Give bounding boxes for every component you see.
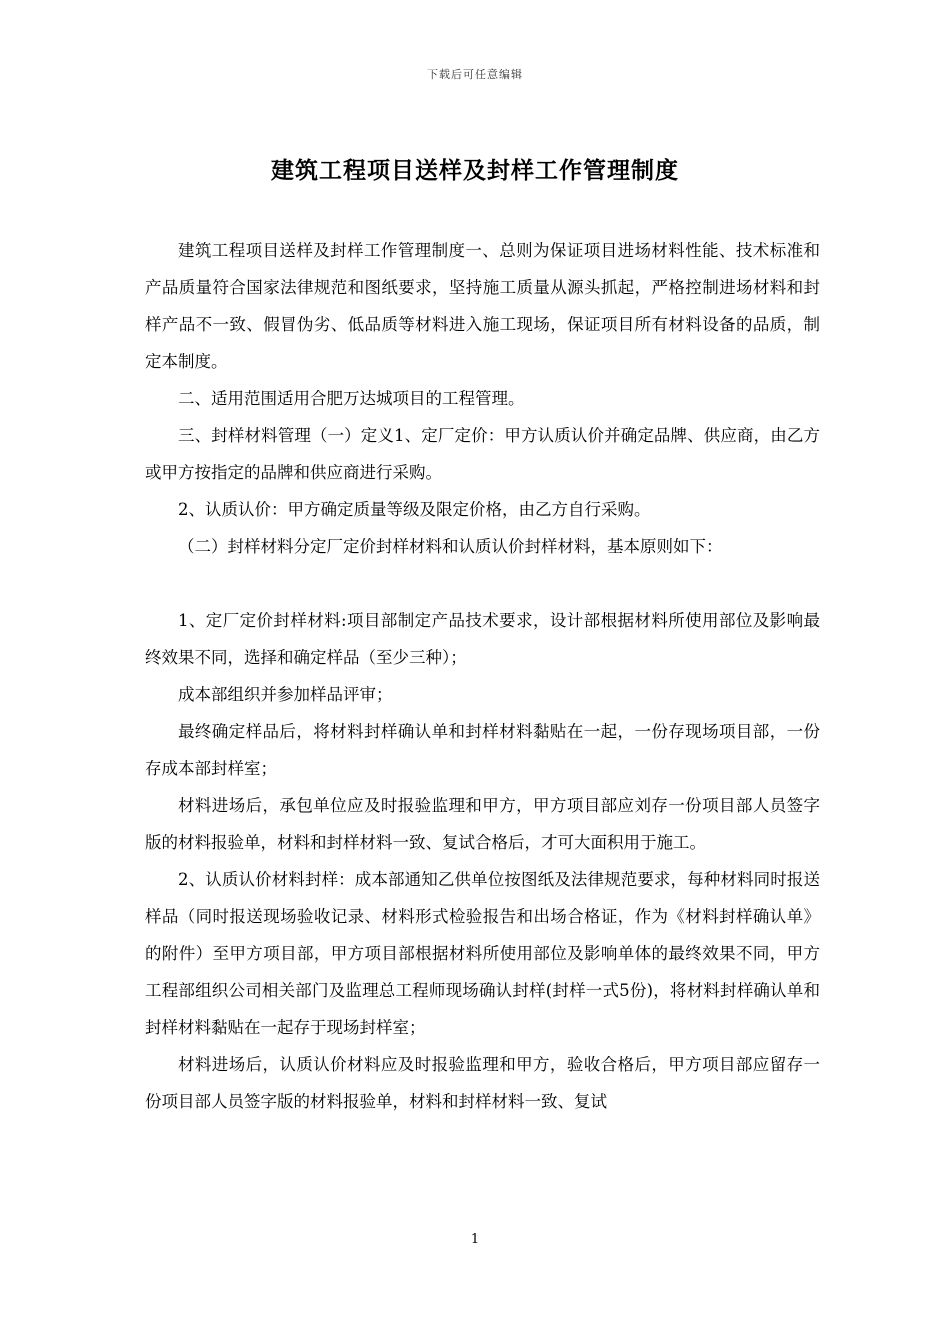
paragraph-quality-price-sealing: 2、认质认价材料封样：成本部通知乙供单位按图纸及法律规范要求，每种材料同时报送样品（同时报送现场验收记录、材料形式检验报告和出场合格证，作为《材料封样确认单》的附件）至甲方项目部，甲方项目部根据材料所使用部位及影响单体的最终效果不同，甲方工程部组织公司相关部门及监理总工程师现场确认封样(封样一式5份)，将材料封样确认单和封样材料黏贴在一起存于现场封样室； <box>145 870 820 1037</box>
paragraph-material-entry-inspection: 材料进场后，认质认价材料应及时报验监理和甲方，验收合格后，甲方项目部应留存一份项目部人员签字版的材料报验单，材料和封样材料一致、复试 <box>145 1055 820 1111</box>
page-number: 1 <box>470 1232 480 1247</box>
paragraph-general: 建筑工程项目送样及封样工作管理制度一、总则为保证项目进场材料性能、技术标准和产品质量符合国家法律规范和图纸要求，坚持施工质量从源头抓起，严格控制进场材料和封样产品不一致、假冒伪劣、低品质等材料进入施工现场，保证项目所有材料设备的品质，制定本制度。 <box>145 241 820 371</box>
paragraph-cost-dept-review: 成本部组织并参加样品评审； <box>178 685 393 704</box>
paragraph-sealed-sample-definition: 三、封样材料管理（一）定义1、定厂定价：甲方认质认价并确定品牌、供应商，由乙方或甲方按指定的品牌和供应商进行采购。 <box>145 426 820 482</box>
paragraph-scope: 二、适用范围适用合肥万达城项目的工程管理。 <box>178 389 525 408</box>
paragraph-quality-price: 2、认质认价：甲方确定质量等级及限定价格，由乙方自行采购。 <box>178 500 651 519</box>
paragraph-sample-confirmation: 最终确定样品后，将材料封样确认单和封样材料黏贴在一起，一份存现场项目部，一份存成本部封样室； <box>145 722 820 778</box>
paragraph-material-entry: 材料进场后，承包单位应及时报验监理和甲方，甲方项目部应刘存一份项目部人员签字版的材料报验单，材料和封样材料一致、复试合格后，才可大面积用于施工。 <box>145 796 820 852</box>
header-note: 下载后可任意编辑 <box>427 68 523 81</box>
document-title: 建筑工程项目送样及封样工作管理制度 <box>271 157 679 184</box>
paragraph-basic-principles: （二）封样材料分定厂定价封样材料和认质认价封样材料，基本原则如下： <box>178 537 723 556</box>
document-body <box>145 232 820 1120</box>
paragraph-fixed-factory-price: 1、定厂定价封样材料:项目部制定产品技术要求，设计部根据材料所使用部位及影响最终效果不同，选择和确定样品（至少三种）； <box>145 611 820 667</box>
